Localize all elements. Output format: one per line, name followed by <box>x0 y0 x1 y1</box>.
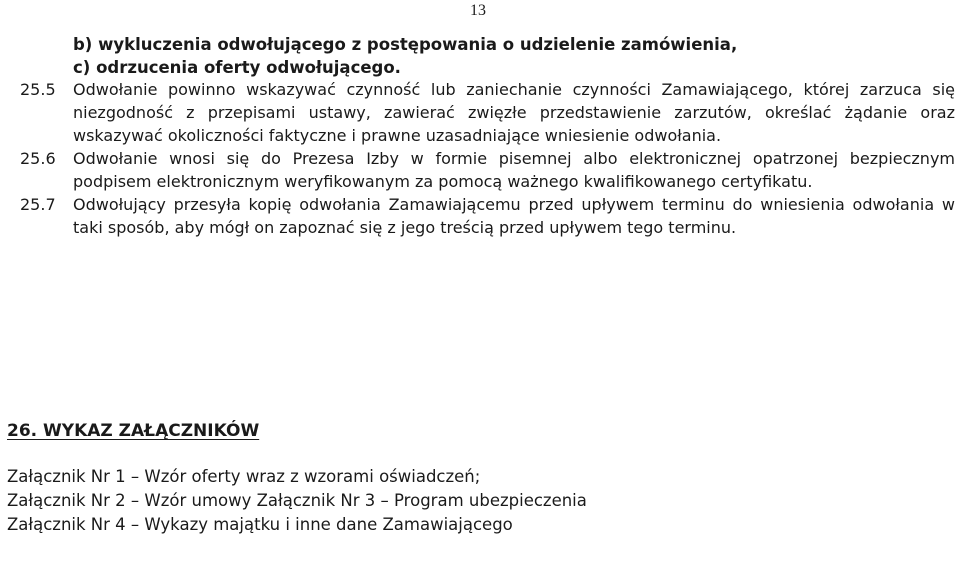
attachment-item: Załącznik Nr 1 – Wzór oferty wraz z wzorami oświadczeń; <box>7 467 481 486</box>
item-b: b) wykluczenia odwołującego z postępowania o udzielenie zamówienia, <box>73 35 738 54</box>
attachments-list <box>7 465 587 537</box>
paragraph-line: Odwołanie wnosi się do Prezesa Izby w formie pisemnej albo elektronicznej opatrzonej bezpiecznym <box>73 149 955 168</box>
paragraph-number: 25.7 <box>20 195 56 214</box>
paragraph-25-5 <box>0 78 960 147</box>
paragraph-25-6 <box>0 147 960 193</box>
attachment-item: Załącznik Nr 2 – Wzór umowy Załącznik Nr 3 – Program ubezpieczenia <box>7 491 587 510</box>
page-number: 13 <box>470 2 486 19</box>
exclusion-items <box>73 33 737 79</box>
item-c: c) odrzucenia oferty odwołującego. <box>73 58 401 77</box>
paragraph-number: 25.6 <box>20 149 56 168</box>
paragraph-line: podpisem elektronicznym weryfikowanym za pomocą ważnego kwalifikowanego certyfikatu. <box>73 172 813 191</box>
paragraph-number: 25.5 <box>20 80 56 99</box>
paragraph-line: Odwołujący przesyła kopię odwołania Zamawiającemu przed upływem terminu do wniesienia odwołania w <box>73 195 955 214</box>
paragraph-line: taki sposób, aby mógł on zapoznać się z jego treścią przed upływem tego terminu. <box>73 218 737 237</box>
attachments-heading: 26. WYKAZ ZAŁĄCZNIKÓW <box>7 421 260 441</box>
paragraph-line: Odwołanie powinno wskazywać czynność lub zaniechanie czynności Zamawiającego, której zarzuca się <box>73 80 955 99</box>
paragraph-line: niezgodność z przepisami ustawy, zawierać zwięzłe przedstawienie zarzutów, określać żądanie oraz <box>73 103 955 122</box>
paragraph-line: wskazywać okoliczności faktyczne i prawne uzasadniające wniesienie odwołania. <box>73 126 722 145</box>
paragraph-25-7 <box>0 193 960 239</box>
attachment-item: Załącznik Nr 4 – Wykazy majątku i inne dane Zamawiającego <box>7 515 513 534</box>
